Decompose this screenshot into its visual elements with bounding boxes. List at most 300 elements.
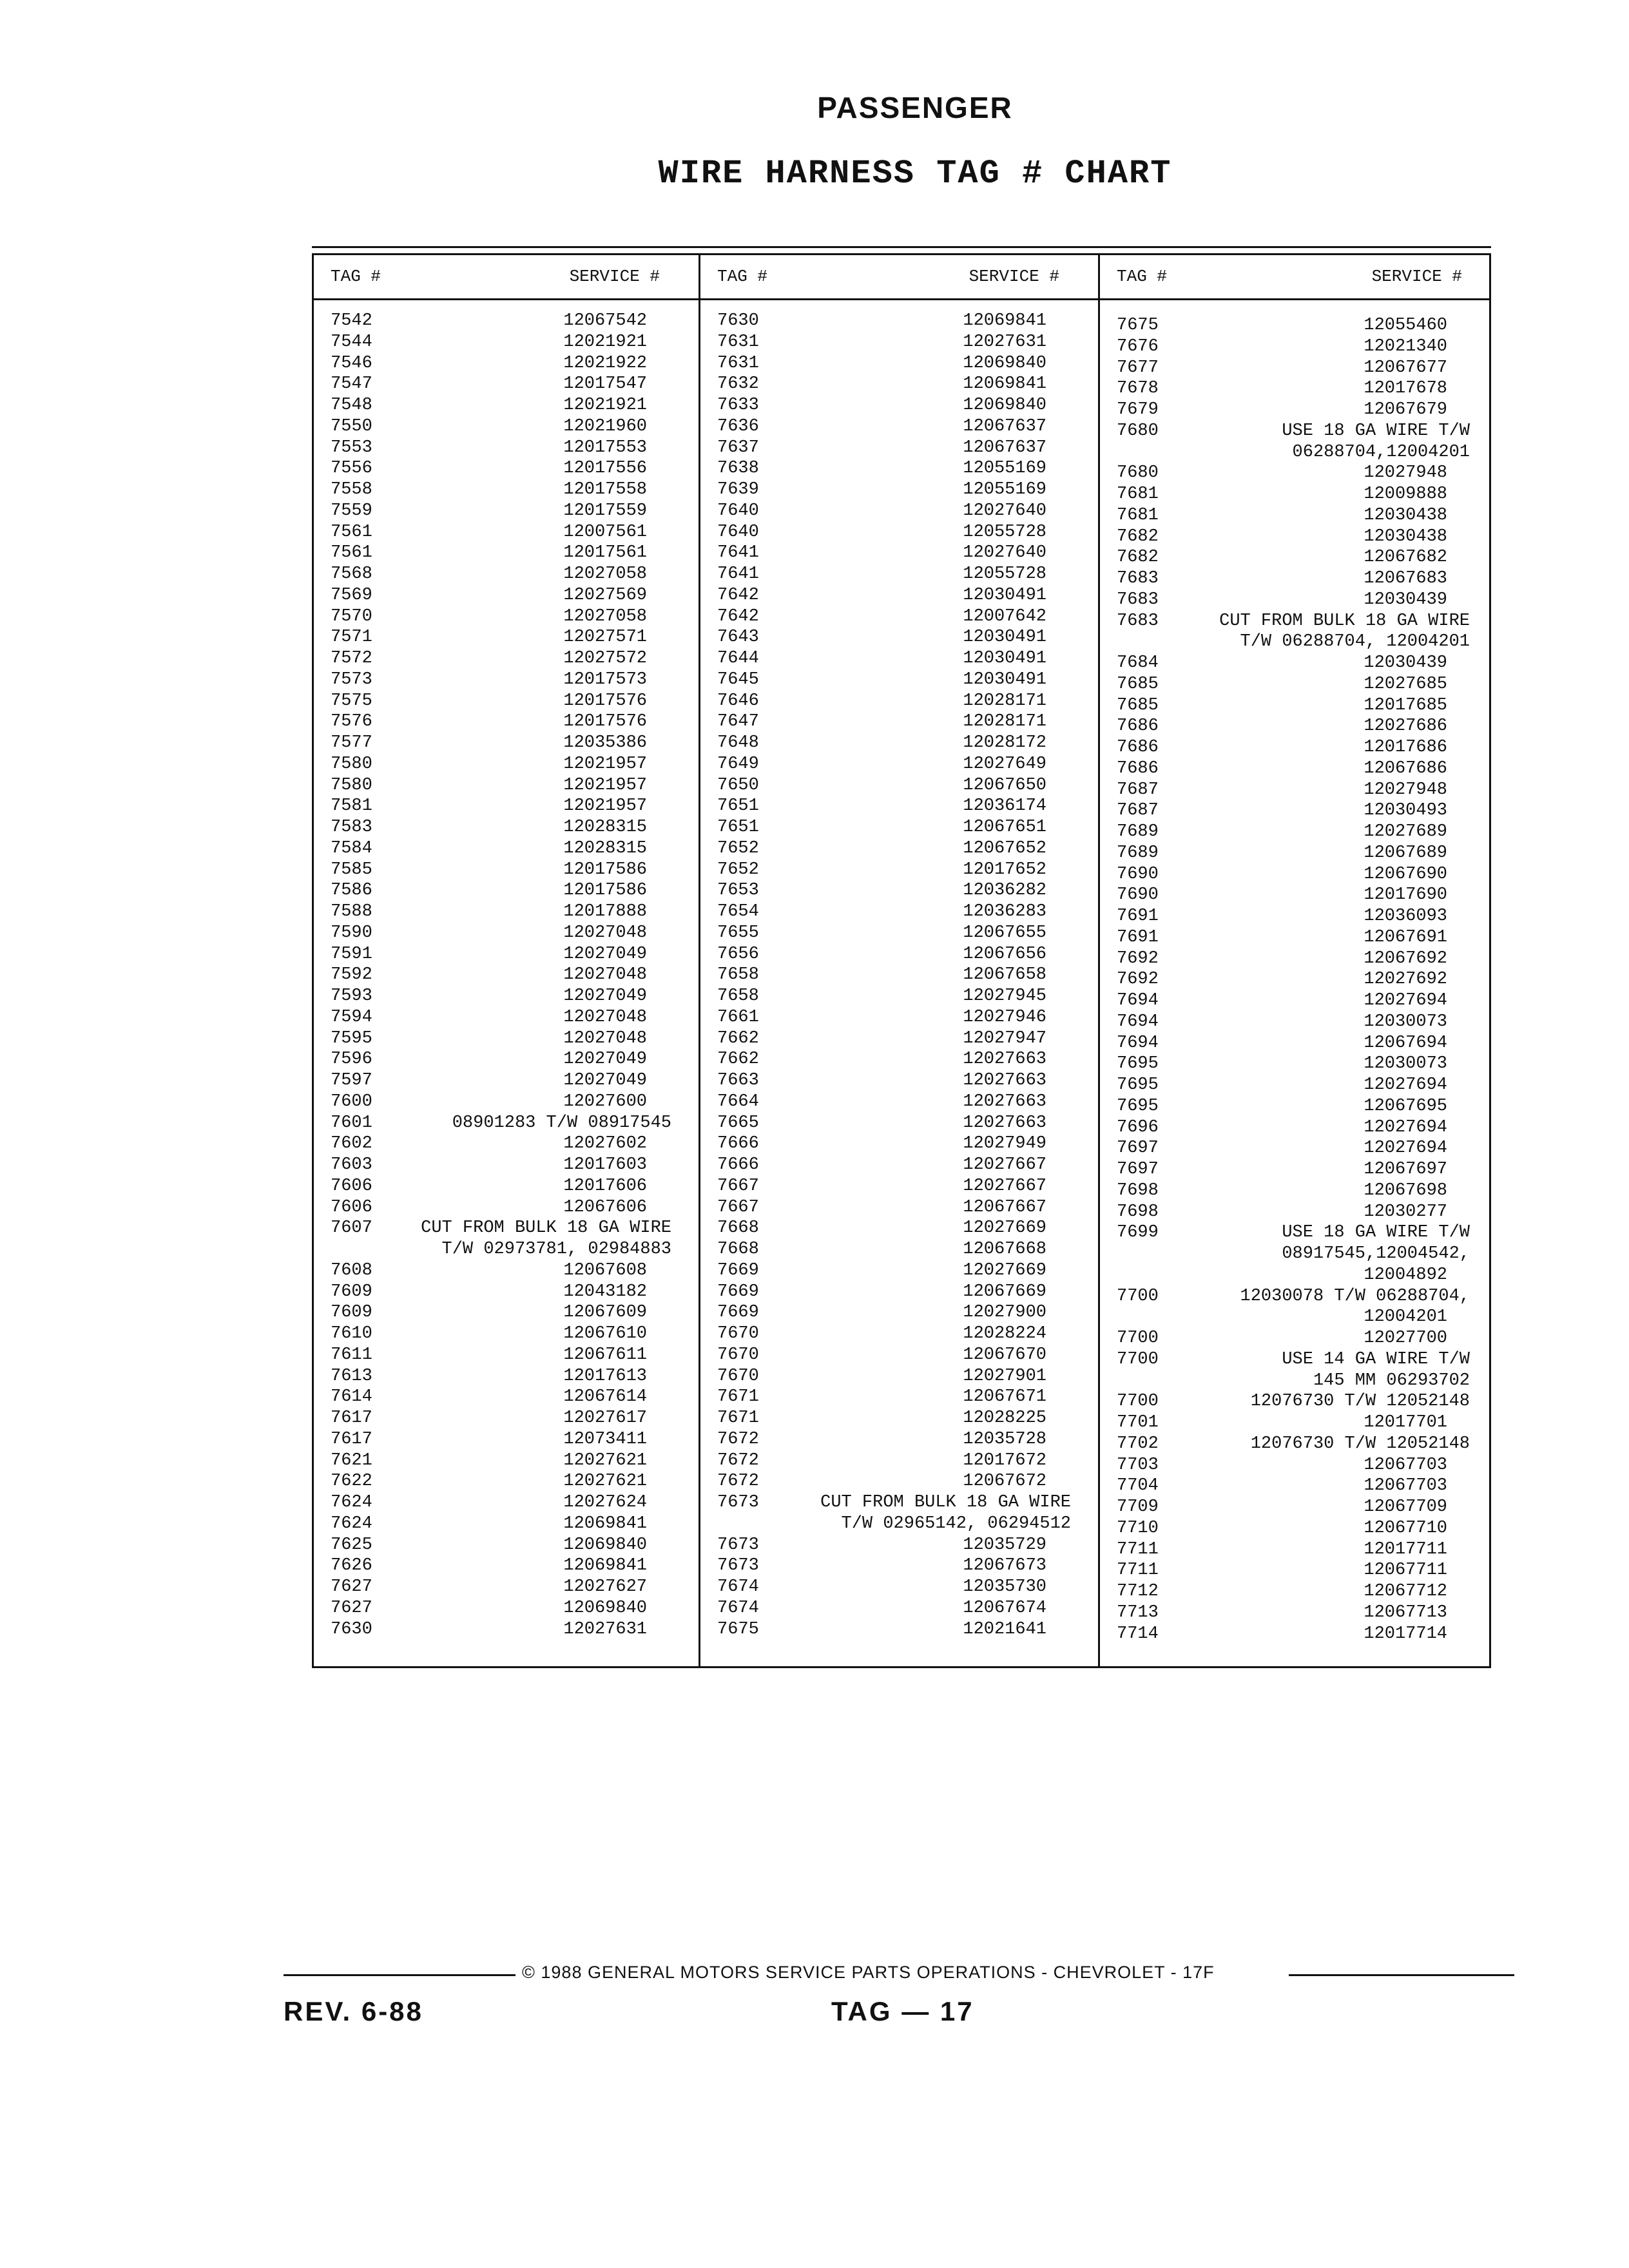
tag-cell: 7595	[331, 1028, 372, 1048]
table-row	[700, 1471, 1098, 1492]
table-row	[1100, 1117, 1489, 1139]
service-cell: 12021641	[963, 1619, 1046, 1639]
table-row	[700, 311, 1098, 332]
tag-cell: 7672	[717, 1450, 759, 1470]
service-cell: 12027948	[1364, 780, 1447, 800]
table-row	[1100, 1096, 1489, 1117]
tag-cell: 7630	[331, 1619, 372, 1639]
tag-cell: 7624	[331, 1493, 372, 1512]
service-cell: 12027663	[963, 1050, 1046, 1070]
table-row	[1100, 1180, 1489, 1202]
service-cell: 12067658	[963, 965, 1046, 985]
tag-cell: 7664	[717, 1091, 759, 1111]
service-cell: 12027685	[1364, 674, 1447, 694]
table-row	[314, 395, 699, 416]
tag-cell: 7675	[717, 1619, 759, 1639]
service-cell: 12067698	[1364, 1180, 1447, 1200]
tag-cell: 7627	[331, 1577, 372, 1597]
service-cell: 12027686	[1364, 716, 1447, 736]
tag-cell: 7662	[717, 1050, 759, 1070]
table-row	[1100, 1349, 1489, 1370]
tag-cell: 7626	[331, 1556, 372, 1576]
table-row	[700, 1113, 1098, 1134]
service-cell: USE 18 GA WIRE T/W	[1282, 1223, 1470, 1243]
tag-header: TAG #	[1117, 267, 1168, 286]
tag-cell: 7683	[1117, 590, 1159, 610]
table-row	[314, 1197, 699, 1218]
table-row	[700, 1492, 1098, 1514]
table-row	[700, 1429, 1098, 1450]
table-row	[314, 1577, 699, 1598]
service-cell: 12069840	[563, 1535, 647, 1555]
service-cell: 12017559	[563, 501, 647, 521]
service-cell: 12067686	[1364, 758, 1447, 778]
column-header	[314, 255, 699, 300]
table-row	[700, 1619, 1098, 1640]
table-row	[700, 522, 1098, 543]
service-cell: 12004892	[1364, 1265, 1447, 1285]
service-cell: 12027692	[1364, 970, 1447, 990]
service-cell: CUT FROM BULK 18 GA WIRE	[820, 1493, 1071, 1512]
service-cell: 12027631	[563, 1619, 647, 1639]
tag-cell: 7597	[331, 1071, 372, 1090]
tag-cell: 7682	[1117, 526, 1159, 546]
service-cell: 12027689	[1364, 822, 1447, 841]
service-cell: 12027694	[1364, 1075, 1447, 1095]
service-cell: 12009888	[1364, 485, 1447, 504]
column-header	[700, 255, 1098, 300]
service-cell: 12021922	[563, 353, 647, 373]
service-cell: 12021921	[563, 332, 647, 352]
tag-cell: 7639	[717, 480, 759, 499]
service-cell: 12069841	[963, 311, 1046, 331]
service-cell: 12027669	[963, 1218, 1046, 1238]
table-row	[314, 1049, 699, 1070]
tag-cell: 7558	[331, 480, 372, 499]
service-cell: 12027624	[563, 1493, 647, 1512]
tag-cell: 7611	[331, 1345, 372, 1365]
tag-cell: 7596	[331, 1050, 372, 1070]
table-row	[1100, 1012, 1489, 1033]
service-cell: 12027049	[563, 1071, 647, 1090]
tag-cell: 7671	[717, 1387, 759, 1407]
service-cell: 12021957	[563, 754, 647, 774]
service-cell: 12067683	[1364, 569, 1447, 588]
service-cell: 12027569	[563, 585, 647, 605]
table-row	[1100, 1434, 1489, 1455]
tag-cell: 7553	[331, 437, 372, 457]
table-row	[314, 838, 699, 860]
table-row	[1100, 695, 1489, 716]
service-cell: 12067692	[1364, 948, 1447, 968]
tag-cell: 7631	[717, 353, 759, 373]
tag-cell: 7642	[717, 585, 759, 605]
table-row	[700, 1091, 1098, 1113]
tag-cell: 7673	[717, 1493, 759, 1512]
tag-cell: 7669	[717, 1303, 759, 1323]
table-row	[314, 1113, 699, 1134]
tag-cell: 7548	[331, 396, 372, 415]
tag-cell: 7622	[331, 1472, 372, 1492]
column-header	[1100, 255, 1489, 300]
tag-cell: 7627	[331, 1598, 372, 1618]
service-cell: 12067695	[1364, 1096, 1447, 1116]
service-cell: 12027694	[1364, 1139, 1447, 1158]
table-row	[314, 691, 699, 712]
tag-cell: 7544	[331, 332, 372, 352]
table-row	[1100, 716, 1489, 737]
tag-cell: 7633	[717, 396, 759, 415]
table-row	[700, 1598, 1098, 1619]
tag-cell: 7700	[1117, 1349, 1159, 1369]
tag-cell: 7556	[331, 459, 372, 479]
table-row	[700, 1197, 1098, 1218]
tag-cell: 7577	[331, 733, 372, 753]
table-row	[700, 669, 1098, 691]
table-row	[1100, 927, 1489, 948]
table-row	[1100, 1033, 1489, 1054]
table-row	[314, 733, 699, 754]
service-cell: 12028315	[563, 818, 647, 837]
service-cell: 12017678	[1364, 379, 1447, 399]
service-cell: 12067689	[1364, 843, 1447, 863]
service-cell: 12017690	[1364, 885, 1447, 905]
service-cell: 12069840	[963, 353, 1046, 373]
service-cell: 12067637	[963, 437, 1046, 457]
table-row	[1100, 1391, 1489, 1412]
service-cell: 12017606	[563, 1176, 647, 1196]
table-row	[700, 1239, 1098, 1260]
table-row	[1100, 1222, 1489, 1244]
table-row	[700, 860, 1098, 881]
service-cell: 12027663	[963, 1071, 1046, 1090]
service-cell: 12027627	[563, 1577, 647, 1597]
table-row	[314, 1007, 699, 1028]
tag-cell: 7686	[1117, 716, 1159, 736]
tag-cell: 7704	[1117, 1476, 1159, 1496]
tag-cell: 7681	[1117, 485, 1159, 504]
tag-cell: 7594	[331, 1007, 372, 1027]
table-row	[314, 1535, 699, 1556]
table-row	[700, 543, 1098, 564]
tag-cell: 7667	[717, 1197, 759, 1217]
table-row	[700, 944, 1098, 965]
service-cell: 12069840	[963, 396, 1046, 415]
service-cell: 12030277	[1364, 1202, 1447, 1222]
service-cell: USE 18 GA WIRE T/W	[1282, 421, 1470, 441]
column-rows	[700, 311, 1098, 1640]
service-cell: 12036093	[1364, 907, 1447, 926]
tag-cell: 7661	[717, 1007, 759, 1027]
tag-cell: 7580	[331, 775, 372, 795]
service-cell: 12030491	[963, 669, 1046, 689]
service-cell: 12067656	[963, 944, 1046, 964]
tag-cell: 7650	[717, 775, 759, 795]
table-column-1	[314, 255, 700, 1666]
service-cell: 12067694	[1364, 1033, 1447, 1053]
table-row	[1100, 1497, 1489, 1518]
tag-cell: 7591	[331, 944, 372, 964]
service-cell: 12067677	[1364, 358, 1447, 378]
tag-cell: 7637	[717, 437, 759, 457]
tag-cell: 7695	[1117, 1075, 1159, 1095]
service-cell: 12030491	[963, 585, 1046, 605]
tag-cell: 7584	[331, 838, 372, 858]
service-cell: 12027900	[963, 1303, 1046, 1323]
service-cell: 12067709	[1364, 1497, 1447, 1517]
table-row	[314, 1070, 699, 1091]
table-row	[1100, 1370, 1489, 1392]
service-cell: 12067690	[1364, 864, 1447, 884]
table-row	[700, 965, 1098, 986]
table-row	[314, 669, 699, 691]
service-cell: 12027049	[563, 1050, 647, 1070]
tag-cell: 7647	[717, 712, 759, 732]
service-header: SERVICE #	[969, 267, 1059, 286]
table-row	[314, 711, 699, 733]
service-cell: 12036283	[963, 902, 1046, 921]
table-row	[700, 332, 1098, 353]
table-row	[1100, 864, 1489, 885]
tag-cell: 7625	[331, 1535, 372, 1555]
tag-cell: 7682	[1117, 548, 1159, 568]
table-row	[1100, 505, 1489, 526]
service-cell: 12027049	[563, 944, 647, 964]
tag-cell: 7695	[1117, 1054, 1159, 1074]
tag-cell: 7609	[331, 1282, 372, 1302]
tag-cell: 7711	[1117, 1539, 1159, 1559]
tag-cell: 7547	[331, 374, 372, 394]
tag-cell: 7600	[331, 1091, 372, 1111]
tag-cell: 7580	[331, 754, 372, 774]
service-cell: 12027572	[563, 649, 647, 668]
service-cell: 12030078 T/W 06288704,	[1240, 1286, 1470, 1306]
table-row	[314, 606, 699, 628]
service-cell: 12030073	[1364, 1012, 1447, 1032]
table-row	[700, 1535, 1098, 1556]
service-cell: 12067672	[963, 1472, 1046, 1492]
service-cell: 12067670	[963, 1345, 1046, 1365]
tag-cell: 7593	[331, 986, 372, 1006]
tag-cell: 7586	[331, 881, 372, 901]
tag-cell: 7702	[1117, 1434, 1159, 1454]
tag-cell: 7656	[717, 944, 759, 964]
table-row	[314, 880, 699, 901]
tag-cell: 7696	[1117, 1117, 1159, 1137]
tag-cell: 7645	[717, 669, 759, 689]
service-cell: 12067611	[563, 1345, 647, 1365]
service-cell: 12027694	[1364, 991, 1447, 1010]
table-row	[700, 1049, 1098, 1070]
tag-cell: 7668	[717, 1240, 759, 1259]
table-row	[314, 522, 699, 543]
tag-cell: 7648	[717, 733, 759, 753]
table-row	[1100, 969, 1489, 990]
service-cell: USE 14 GA WIRE T/W	[1282, 1349, 1470, 1369]
table-row	[1100, 315, 1489, 336]
service-cell: 12067650	[963, 775, 1046, 795]
service-cell: 12017556	[563, 459, 647, 479]
tag-cell: 7651	[717, 818, 759, 837]
service-cell: 12017586	[563, 881, 647, 901]
table-row	[700, 1302, 1098, 1323]
page-subtitle: WIRE HARNESS TAG # CHART	[658, 155, 1172, 193]
tag-cell: 7638	[717, 459, 759, 479]
tag-cell: 7640	[717, 501, 759, 521]
service-cell: 12055169	[963, 459, 1046, 479]
service-cell: 12017576	[563, 712, 647, 732]
table-row	[314, 1471, 699, 1492]
table-row	[1100, 1602, 1489, 1624]
service-cell: 12027663	[963, 1113, 1046, 1133]
table-row	[700, 1450, 1098, 1472]
service-cell: 12030438	[1364, 526, 1447, 546]
tag-cell: 7685	[1117, 695, 1159, 715]
tag-cell: 7672	[717, 1429, 759, 1449]
tag-cell: 7643	[717, 628, 759, 648]
tag-cell: 7687	[1117, 801, 1159, 821]
service-cell: 12017714	[1364, 1624, 1447, 1644]
table-row	[1100, 800, 1489, 822]
tag-cell: 7699	[1117, 1223, 1159, 1243]
tag-cell: 7649	[717, 754, 759, 774]
tag-header: TAG #	[331, 267, 381, 286]
service-cell: 12027058	[563, 564, 647, 584]
service-cell: 12027640	[963, 543, 1046, 563]
service-cell: 12017558	[563, 480, 647, 499]
service-cell: 12069840	[563, 1598, 647, 1618]
table-row	[314, 817, 699, 838]
tag-cell: 7576	[331, 712, 372, 732]
table-row	[1100, 885, 1489, 906]
service-cell: 12027947	[963, 1028, 1046, 1048]
table-row	[314, 1429, 699, 1450]
table-row	[314, 1408, 699, 1429]
tag-cell: 7689	[1117, 822, 1159, 841]
table-row	[700, 817, 1098, 838]
service-cell: 12027948	[1364, 463, 1447, 483]
service-cell: CUT FROM BULK 18 GA WIRE	[421, 1218, 671, 1238]
service-cell: 12067711	[1364, 1561, 1447, 1581]
tag-cell: 7621	[331, 1450, 372, 1470]
service-cell: 12036282	[963, 881, 1046, 901]
tag-cell: 7700	[1117, 1286, 1159, 1306]
tag-cell: 7674	[717, 1577, 759, 1597]
tag-cell: 7685	[1117, 674, 1159, 694]
tag-cell: 7709	[1117, 1497, 1159, 1517]
table-row	[1100, 1138, 1489, 1159]
tag-cell: 7581	[331, 796, 372, 816]
table-row	[314, 1218, 699, 1239]
copyright-line: © 1988 GENERAL MOTORS SERVICE PARTS OPERATIONS - CHEVROLET - 17F	[522, 1963, 1215, 1982]
table-row	[314, 501, 699, 522]
service-header: SERVICE #	[569, 267, 660, 286]
table-row	[700, 1408, 1098, 1429]
table-row	[700, 1070, 1098, 1091]
tag-cell: 7694	[1117, 991, 1159, 1010]
service-cell: T/W 02973781, 02984883	[441, 1240, 671, 1259]
tag-cell: 7613	[331, 1366, 372, 1386]
table-row	[314, 437, 699, 459]
tag-cell: 7658	[717, 986, 759, 1006]
table-row	[1100, 568, 1489, 590]
table-row	[700, 838, 1098, 860]
table-row	[314, 1133, 699, 1155]
table-row	[700, 1176, 1098, 1197]
service-cell: 12017711	[1364, 1539, 1447, 1559]
service-cell: 12027640	[963, 501, 1046, 521]
table-row	[700, 353, 1098, 374]
table-row	[1100, 1412, 1489, 1434]
service-cell: 12017586	[563, 860, 647, 879]
table-row	[1100, 1202, 1489, 1223]
table-row	[1100, 1581, 1489, 1602]
table-row	[700, 606, 1098, 628]
table-row	[1100, 780, 1489, 801]
service-cell: 12027667	[963, 1155, 1046, 1175]
service-cell: 12027669	[963, 1260, 1046, 1280]
service-cell: 12067608	[563, 1260, 647, 1280]
table-row	[1100, 758, 1489, 780]
tag-cell: 7700	[1117, 1392, 1159, 1412]
tag-cell: 7644	[717, 649, 759, 668]
table-row	[1100, 590, 1489, 611]
table-row	[700, 775, 1098, 796]
service-cell: 12055728	[963, 522, 1046, 542]
tag-cell: 7683	[1117, 611, 1159, 631]
service-cell: 12067710	[1364, 1518, 1447, 1538]
revision-label: REV. 6-88	[284, 1996, 423, 2026]
table-row	[314, 1555, 699, 1577]
table-row	[314, 416, 699, 437]
service-cell: 12035730	[963, 1577, 1046, 1597]
table-row	[1100, 1159, 1489, 1180]
table-row	[314, 374, 699, 395]
service-cell: 12027602	[563, 1134, 647, 1154]
table-row	[700, 923, 1098, 944]
service-cell: CUT FROM BULK 18 GA WIRE	[1219, 611, 1470, 631]
tag-cell: 7694	[1117, 1033, 1159, 1053]
table-row	[314, 1366, 699, 1387]
table-row	[314, 901, 699, 923]
service-cell: 12017652	[963, 860, 1046, 879]
service-cell: 12067667	[963, 1197, 1046, 1217]
service-cell: 12030073	[1364, 1054, 1447, 1074]
table-row	[700, 1007, 1098, 1028]
service-cell: 12067697	[1364, 1160, 1447, 1179]
service-cell: 12021957	[563, 775, 647, 795]
service-cell: 12027571	[563, 628, 647, 648]
table-row	[700, 627, 1098, 648]
service-cell: 12028225	[963, 1408, 1046, 1428]
service-cell: 12017686	[1364, 738, 1447, 757]
service-cell: 12067712	[1364, 1582, 1447, 1601]
table-row	[1100, 1475, 1489, 1497]
table-top-rule	[312, 246, 1491, 248]
service-cell: 12067682	[1364, 548, 1447, 568]
table-row	[1100, 484, 1489, 505]
tag-cell: 7665	[717, 1113, 759, 1133]
service-cell: 12035386	[563, 733, 647, 753]
table-row	[700, 437, 1098, 459]
table-row	[1100, 378, 1489, 399]
service-cell: 12067610	[563, 1324, 647, 1343]
service-cell: 12030491	[963, 649, 1046, 668]
tag-cell: 7670	[717, 1345, 759, 1365]
tag-cell: 7617	[331, 1429, 372, 1449]
tag-cell: 7662	[717, 1028, 759, 1048]
service-cell: 12017576	[563, 691, 647, 711]
